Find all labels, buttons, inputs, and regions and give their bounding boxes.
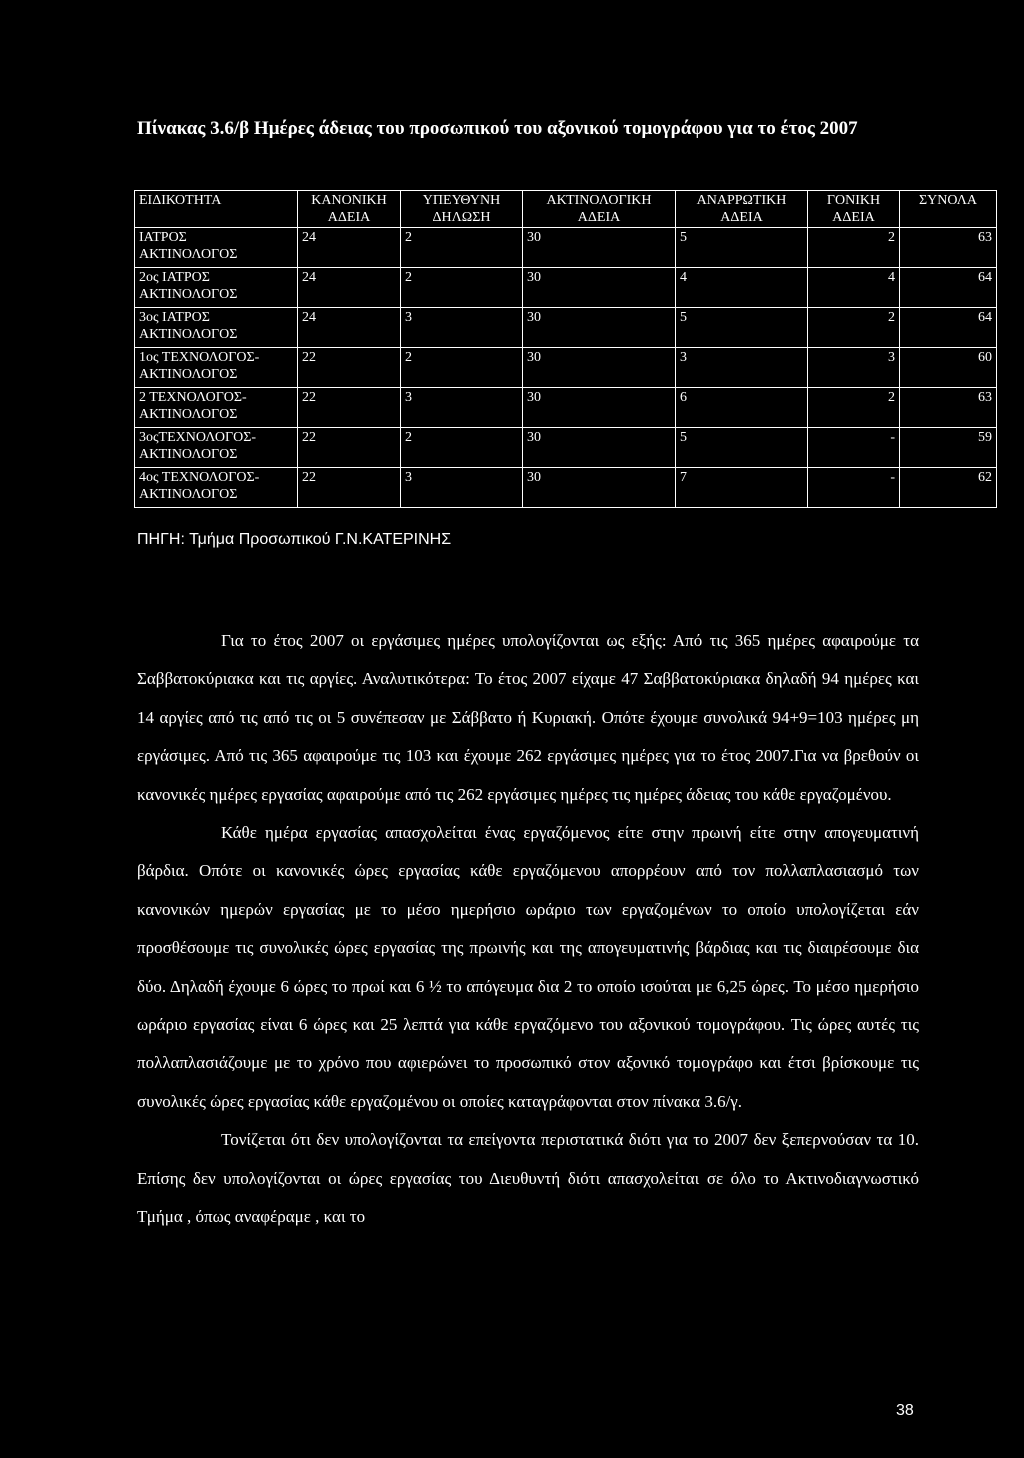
table-cell: 5 — [676, 308, 808, 348]
table-cell: 3 — [808, 348, 900, 388]
row-label-line2: ΑΚΤΙΝΟΛΟΓΟΣ — [139, 447, 238, 462]
table-cell: - — [808, 468, 900, 508]
row-label-line1: 3οςΤΕΧΝΟΛΟΓΟΣ- — [139, 430, 257, 445]
header-specialty: ΕΙΔΙΚΟΤΗΤΑ — [135, 191, 298, 228]
header-radiology-leave: ΑΚΤΙΝΟΛΟΓΙΚΗ ΑΔΕΙΑ — [523, 191, 676, 228]
table-row — [135, 228, 997, 268]
row-label — [135, 268, 298, 308]
table-cell: 60 — [900, 348, 997, 388]
table-cell: 22 — [298, 428, 401, 468]
table-cell: 59 — [900, 428, 997, 468]
table-cell: 2 — [808, 388, 900, 428]
table-cell: 2 — [401, 228, 523, 268]
row-label — [135, 428, 298, 468]
table-cell: 30 — [523, 228, 676, 268]
paragraph: Κάθε ημέρα εργασίας απασχολείται ένας εργαζόμενος είτε στην πρωινή είτε στην απογευματινή βάρδια. Οπότε οι κανονικές ώρες εργασίας κάθε εργαζόμενου απορρέουν από τον πολλαπλασιασμό των κανονικών ημερών εργασίας με το μέσο ημερήσιο ωράριο των εργαζομένων το οποίο υπολογίζεται εάν προσθέσουμε τις συνολικές ώρες εργασίας της πρωινής και της απογευματινής βάρδιας και τις διαιρέσουμε δια δύο. Δηλαδή έχουμε 6 ώρες το πρωί και 6 ½ το απόγευμα δια 2 το οποίο ισούται με 6,25 ώρες. Το μέσο ημερήσιο ωράριο εργασίας είναι 6 ώρες και 25 λεπτά για κάθε εργαζόμενο του αξονικού τομογράφου. Τις ώρες αυτές τις πολλαπλασιάζουμε με το χρόνο που αφιερώνει το προσωπικό στον αξονικό τομογράφο και έτσι βρίσκουμε τις συνολικές ώρες εργασίας κάθε εργαζομένου οι οποίες καταγράφονται στον πίνακα 3.6/γ. — [137, 823, 919, 1111]
table-cell: 3 — [401, 388, 523, 428]
table-header-row — [135, 191, 997, 228]
table-cell: 2 — [808, 308, 900, 348]
table-cell: 24 — [298, 268, 401, 308]
body-text — [137, 622, 919, 1237]
table-cell: 5 — [676, 228, 808, 268]
table-cell: 2 — [401, 268, 523, 308]
table-cell: 30 — [523, 428, 676, 468]
table-cell: 7 — [676, 468, 808, 508]
row-label-line1: 1ος ΤΕΧΝΟΛΟΓΟΣ- — [139, 350, 260, 365]
paragraph: Για το έτος 2007 οι εργάσιμες ημέρες υπολογίζονται ως εξής: Από τις 365 ημέρες αφαιρούμε τα Σαββατοκύριακα και τις αργίες. Αναλυτικότερα: Το έτος 2007 είχαμε 47 Σαββατοκύριακα δηλαδή 94 ημέρες και 14 αργίες από τις από τις οι 5 συνέπεσαν με Σάββατο ή Κυριακή. Οπότε έχουμε συνολικά 94+9=103 ημέρες μη εργάσιμες. Από τις 365 αφαιρούμε τις 103 και έχουμε 262 εργάσιμες ημέρες για το έτος 2007.Για να βρεθούν οι κανονικές ημέρες εργασίας αφαιρούμε από τις 262 εργάσιμες ημέρες τις ημέρες άδειας του κάθε εργαζομένου. — [137, 631, 919, 804]
row-label — [135, 388, 298, 428]
row-label-line2: ΑΚΤΙΝΟΛΟΓΟΣ — [139, 407, 238, 422]
row-label-line2: ΑΚΤΙΝΟΛΟΓΟΣ — [139, 367, 238, 382]
row-label-line2: ΑΚΤΙΝΟΛΟΓΟΣ — [139, 487, 238, 502]
row-label — [135, 308, 298, 348]
table-cell: 24 — [298, 308, 401, 348]
table-cell: 30 — [523, 348, 676, 388]
table-cell: 22 — [298, 348, 401, 388]
header-parental-leave: ΓΟΝΙΚΗ ΑΔΕΙΑ — [808, 191, 900, 228]
row-label-line2: ΑΚΤΙΝΟΛΟΓΟΣ — [139, 247, 238, 262]
table-cell: 3 — [401, 468, 523, 508]
table-cell: 2 — [808, 228, 900, 268]
row-label-line1: ΙΑΤΡΟΣ — [139, 230, 187, 245]
header-totals: ΣΥΝΟΛΑ — [900, 191, 997, 228]
table-cell: 2 — [401, 428, 523, 468]
row-label-line1: 2ος ΙΑΤΡΟΣ — [139, 270, 210, 285]
table-cell: 30 — [523, 268, 676, 308]
table-row — [135, 348, 997, 388]
table-cell: - — [808, 428, 900, 468]
table-cell: 5 — [676, 428, 808, 468]
table-row — [135, 468, 997, 508]
table-row — [135, 388, 997, 428]
row-label-line1: 2 ΤΕΧΝΟΛΟΓΟΣ- — [139, 390, 247, 405]
row-label — [135, 468, 298, 508]
table-cell: 63 — [900, 388, 997, 428]
header-sick-leave: ΑΝΑΡΡΩΤΙΚΗ ΑΔΕΙΑ — [676, 191, 808, 228]
source-note: ΠΗΓΗ: Τμήμα Προσωπικού Γ.Ν.ΚΑΤΕΡΙΝΗΣ — [137, 531, 452, 548]
row-label — [135, 348, 298, 388]
row-label-line2: ΑΚΤΙΝΟΛΟΓΟΣ — [139, 287, 238, 302]
table-cell: 63 — [900, 228, 997, 268]
paragraph: Τονίζεται ότι δεν υπολογίζονται τα επείγοντα περιστατικά διότι για το 2007 δεν ξεπερνούσαν τα 10. Επίσης δεν υπολογίζονται οι ώρες εργασίας του Διευθυντή διότι απασχολείται σε όλο το Ακτινοδιαγνωστικό Τμήμα , όπως αναφέραμε , και το — [137, 1130, 919, 1227]
table-cell: 2 — [401, 348, 523, 388]
table-cell: 6 — [676, 388, 808, 428]
table-cell: 3 — [401, 308, 523, 348]
table-cell: 30 — [523, 308, 676, 348]
table-cell: 3 — [676, 348, 808, 388]
table-cell: 30 — [523, 388, 676, 428]
row-label-line1: 3ος ΙΑΤΡΟΣ — [139, 310, 210, 325]
table-cell: 22 — [298, 388, 401, 428]
row-label-line2: ΑΚΤΙΝΟΛΟΓΟΣ — [139, 327, 238, 342]
table-row — [135, 308, 997, 348]
table-cell: 64 — [900, 268, 997, 308]
table-cell: 4 — [676, 268, 808, 308]
leave-days-table — [134, 190, 997, 508]
table-cell: 24 — [298, 228, 401, 268]
row-label — [135, 228, 298, 268]
header-regular-leave: ΚΑΝΟΝΙΚΗ ΑΔΕΙΑ — [298, 191, 401, 228]
header-declaration: ΥΠΕΥΘΥΝΗ ΔΗΛΩΣΗ — [401, 191, 523, 228]
table-cell: 30 — [523, 468, 676, 508]
table-caption: Πίνακας 3.6/β Ημέρες άδειας του προσωπικού του αξονικού τομογράφου για το έτος 2007 — [137, 118, 858, 139]
row-label-line1: 4ος ΤΕΧΝΟΛΟΓΟΣ- — [139, 470, 260, 485]
table-cell: 22 — [298, 468, 401, 508]
table-cell: 64 — [900, 308, 997, 348]
page-number: 38 — [896, 1402, 914, 1419]
table-cell: 4 — [808, 268, 900, 308]
table-cell: 62 — [900, 468, 997, 508]
table-row — [135, 268, 997, 308]
table-row — [135, 428, 997, 468]
